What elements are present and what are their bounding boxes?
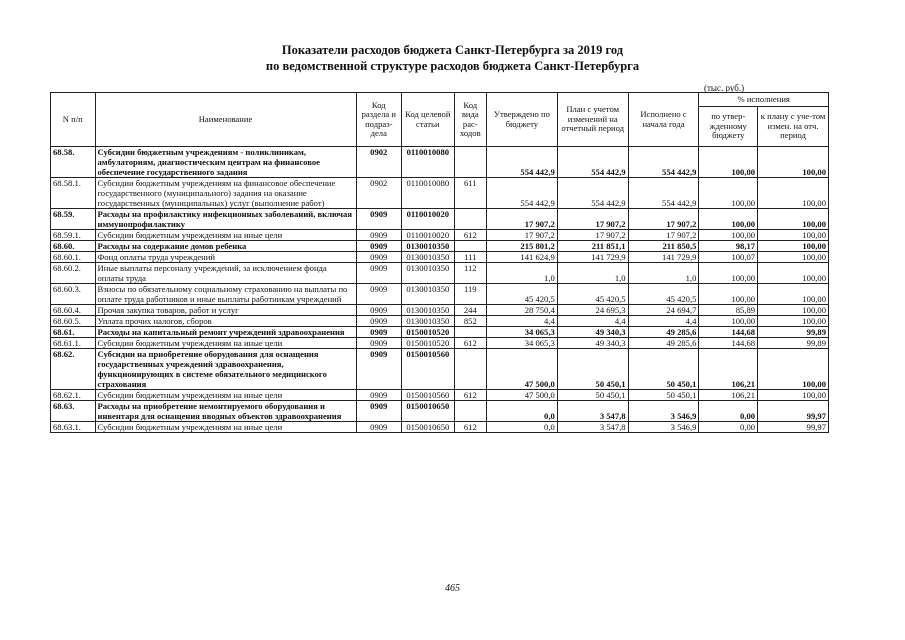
row-exptype-code: 612 xyxy=(454,230,486,241)
row-number: 68.63.1. xyxy=(51,422,96,433)
row-number: 68.58. xyxy=(51,147,96,178)
row-plan: 45 420,5 xyxy=(557,284,628,305)
row-name: Расходы на приобретение немонтируемого оборудования и инвентаря для оснащения вводных объектов здравоохранения xyxy=(95,401,356,422)
row-executed: 45 420,5 xyxy=(628,284,699,305)
row-pct-plan: 100,00 xyxy=(758,241,829,252)
row-approved: 0,0 xyxy=(486,401,557,422)
row-executed: 1,0 xyxy=(628,263,699,284)
row-number: 68.61.1. xyxy=(51,338,96,349)
row-number: 68.58.1. xyxy=(51,178,96,209)
row-target-code: 0130010350 xyxy=(402,263,455,284)
row-name: Субсидии бюджетным учреждениям на иные цели xyxy=(95,338,356,349)
header-target: Код целевой статьи xyxy=(402,93,455,147)
row-approved: 47 500,0 xyxy=(486,390,557,401)
row-executed: 211 850,5 xyxy=(628,241,699,252)
row-target-code: 0130010350 xyxy=(402,284,455,305)
row-plan: 17 907,2 xyxy=(557,209,628,230)
row-pct-plan: 100,00 xyxy=(758,252,829,263)
row-pct-plan: 99,89 xyxy=(758,338,829,349)
row-target-code: 0130010350 xyxy=(402,316,455,327)
row-number: 68.59. xyxy=(51,209,96,230)
header-pct-plan: к плану с уче-том измен. на отч. период xyxy=(758,107,829,147)
row-approved: 1,0 xyxy=(486,263,557,284)
row-exptype-code xyxy=(454,209,486,230)
row-name: Расходы на содержание домов ребенка xyxy=(95,241,356,252)
row-approved: 0,0 xyxy=(486,422,557,433)
row-section-code: 0909 xyxy=(356,390,402,401)
row-pct-plan: 99,97 xyxy=(758,401,829,422)
row-pct-approved: 100,00 xyxy=(699,178,758,209)
table-row xyxy=(51,284,829,305)
row-exptype-code: 612 xyxy=(454,390,486,401)
row-executed: 50 450,1 xyxy=(628,349,699,390)
row-target-code: 0150010520 xyxy=(402,338,455,349)
row-approved: 141 624,9 xyxy=(486,252,557,263)
row-approved: 17 907,2 xyxy=(486,209,557,230)
row-executed: 3 546,9 xyxy=(628,401,699,422)
table-row xyxy=(51,390,829,401)
row-approved: 17 907,2 xyxy=(486,230,557,241)
row-target-code: 0130010350 xyxy=(402,305,455,316)
row-exptype-code: 612 xyxy=(454,338,486,349)
row-pct-plan: 100,00 xyxy=(758,390,829,401)
header-name: Наименование xyxy=(95,93,356,147)
row-name: Субсидии бюджетным учреждениям на иные цели xyxy=(95,230,356,241)
row-executed: 554 442,9 xyxy=(628,178,699,209)
row-section-code: 0909 xyxy=(356,338,402,349)
row-number: 68.60.3. xyxy=(51,284,96,305)
row-target-code: 0150010650 xyxy=(402,401,455,422)
document-title-line1: Показатели расходов бюджета Санкт-Петербурга за 2019 год xyxy=(281,43,624,57)
row-target-code: 0110010080 xyxy=(402,147,455,178)
row-plan: 49 340,3 xyxy=(557,338,628,349)
table-row xyxy=(51,209,829,230)
row-name: Расходы на капитальный ремонт учреждений здравоохранения xyxy=(95,327,356,338)
row-executed: 4,4 xyxy=(628,316,699,327)
row-target-code: 0150010520 xyxy=(402,327,455,338)
row-exptype-code xyxy=(454,147,486,178)
units-label: (тыс. руб.) xyxy=(704,83,745,93)
row-plan: 141 729,9 xyxy=(557,252,628,263)
table-row xyxy=(51,178,829,209)
row-section-code: 0909 xyxy=(356,401,402,422)
header-plan: План с учетом изменений на отчетный период xyxy=(557,93,628,147)
row-exptype-code: 612 xyxy=(454,422,486,433)
row-pct-approved: 98,17 xyxy=(699,241,758,252)
row-executed: 50 450,1 xyxy=(628,390,699,401)
row-number: 68.61. xyxy=(51,327,96,338)
row-exptype-code: 852 xyxy=(454,316,486,327)
row-plan: 554 442,9 xyxy=(557,178,628,209)
row-pct-plan: 100,00 xyxy=(758,209,829,230)
row-pct-approved: 100,00 xyxy=(699,263,758,284)
row-plan: 4,4 xyxy=(557,316,628,327)
row-plan: 49 340,3 xyxy=(557,327,628,338)
row-pct-approved: 100,00 xyxy=(699,147,758,178)
row-pct-approved: 100,07 xyxy=(699,252,758,263)
row-pct-approved: 100,00 xyxy=(699,316,758,327)
row-pct-approved: 0,00 xyxy=(699,422,758,433)
row-number: 68.60.1. xyxy=(51,252,96,263)
row-number: 68.62.1. xyxy=(51,390,96,401)
row-pct-approved: 100,00 xyxy=(699,209,758,230)
row-number: 68.60.2. xyxy=(51,263,96,284)
row-name: Уплата прочих налогов, сборов xyxy=(95,316,356,327)
row-number: 68.63. xyxy=(51,401,96,422)
row-plan: 1,0 xyxy=(557,263,628,284)
row-number: 68.60.4. xyxy=(51,305,96,316)
row-pct-plan: 99,97 xyxy=(758,422,829,433)
row-name: Взносы по обязательному социальному страхованию на выплаты по оплате труда работников и иные выплаты работникам учреждений xyxy=(95,284,356,305)
row-pct-approved: 100,00 xyxy=(699,284,758,305)
row-executed: 24 694,7 xyxy=(628,305,699,316)
row-plan: 50 450,1 xyxy=(557,390,628,401)
header-section: Код раздела и подраз-дела xyxy=(356,93,402,147)
header-executed: Исполнено с начала года xyxy=(628,93,699,147)
row-approved: 45 420,5 xyxy=(486,284,557,305)
row-name: Фонд оплаты труда учреждений xyxy=(95,252,356,263)
row-number: 68.62. xyxy=(51,349,96,390)
row-plan: 17 907,2 xyxy=(557,230,628,241)
page-number: 465 xyxy=(445,583,460,594)
row-pct-approved: 144,68 xyxy=(699,327,758,338)
row-pct-plan: 100,00 xyxy=(758,178,829,209)
row-section-code: 0909 xyxy=(356,305,402,316)
row-pct-approved: 144,68 xyxy=(699,338,758,349)
row-section-code: 0909 xyxy=(356,241,402,252)
row-approved: 34 065,3 xyxy=(486,338,557,349)
row-section-code: 0909 xyxy=(356,252,402,263)
row-name: Субсидии бюджетным учреждениям - поликлиникам, амбулаториям, диагностическим центрам на финансовое обеспечение государственного задания xyxy=(95,147,356,178)
table-row xyxy=(51,401,829,422)
row-executed: 17 907,2 xyxy=(628,230,699,241)
row-pct-plan: 100,00 xyxy=(758,147,829,178)
document-title-line2: по ведомственной структуре расходов бюджета Санкт-Петербурга xyxy=(265,59,640,73)
row-target-code: 0150010560 xyxy=(402,349,455,390)
row-section-code: 0909 xyxy=(356,263,402,284)
row-section-code: 0909 xyxy=(356,284,402,305)
row-section-code: 0909 xyxy=(356,349,402,390)
row-number: 68.60. xyxy=(51,241,96,252)
row-target-code: 0150010650 xyxy=(402,422,455,433)
table-row xyxy=(51,241,829,252)
row-plan: 3 547,8 xyxy=(557,401,628,422)
row-name: Субсидии бюджетным учреждениям на финансовое обеспечение государственного (муниципального) задания на оказание государственных (муниципальных) услуг (выполнение работ) xyxy=(95,178,356,209)
table-row xyxy=(51,263,829,284)
row-section-code: 0902 xyxy=(356,147,402,178)
table-row xyxy=(51,327,829,338)
row-executed: 3 546,9 xyxy=(628,422,699,433)
row-section-code: 0909 xyxy=(356,209,402,230)
row-executed: 49 285,6 xyxy=(628,338,699,349)
row-exptype-code: 112 xyxy=(454,263,486,284)
row-approved: 554 442,9 xyxy=(486,178,557,209)
table-row xyxy=(51,230,829,241)
row-executed: 141 729,9 xyxy=(628,252,699,263)
row-name: Расходы на профилактику инфекционных заболеваний, включая иммунопрофилактику xyxy=(95,209,356,230)
row-name: Субсидии бюджетным учреждениям на иные цели xyxy=(95,422,356,433)
row-pct-approved: 106,21 xyxy=(699,349,758,390)
row-executed: 17 907,2 xyxy=(628,209,699,230)
row-approved: 554 442,9 xyxy=(486,147,557,178)
row-name: Субсидии на приобретение оборудования для оснащения государственных учреждений здравоохранения, функционирующих в системе обязательного медицинского страхования xyxy=(95,349,356,390)
row-pct-plan: 100,00 xyxy=(758,316,829,327)
row-exptype-code xyxy=(454,401,486,422)
row-pct-plan: 100,00 xyxy=(758,230,829,241)
row-pct-plan: 99,89 xyxy=(758,327,829,338)
header-pct-approved: по утвер-жденному бюджету xyxy=(699,107,758,147)
row-name: Субсидии бюджетным учреждениям на иные цели xyxy=(95,390,356,401)
row-plan: 24 695,3 xyxy=(557,305,628,316)
header-exptype: Код вида рас-ходов xyxy=(454,93,486,147)
table-row xyxy=(51,422,829,433)
table-row xyxy=(51,349,829,390)
row-approved: 28 750,4 xyxy=(486,305,557,316)
row-pct-plan: 100,00 xyxy=(758,263,829,284)
row-name: Прочая закупка товаров, работ и услуг xyxy=(95,305,356,316)
row-target-code: 0110010020 xyxy=(402,209,455,230)
row-plan: 554 442,9 xyxy=(557,147,628,178)
row-pct-plan: 100,00 xyxy=(758,284,829,305)
row-executed: 554 442,9 xyxy=(628,147,699,178)
row-approved: 4,4 xyxy=(486,316,557,327)
row-target-code: 0110010080 xyxy=(402,178,455,209)
header-pct-group: % исполнения xyxy=(699,93,829,107)
table-row xyxy=(51,305,829,316)
row-approved: 34 065,3 xyxy=(486,327,557,338)
row-exptype-code xyxy=(454,349,486,390)
row-exptype-code: 119 xyxy=(454,284,486,305)
row-pct-approved: 85,89 xyxy=(699,305,758,316)
row-exptype-code xyxy=(454,241,486,252)
row-plan: 3 547,8 xyxy=(557,422,628,433)
table-row xyxy=(51,316,829,327)
row-exptype-code: 244 xyxy=(454,305,486,316)
header-num: N п/п xyxy=(51,93,96,147)
row-exptype-code: 611 xyxy=(454,178,486,209)
row-plan: 50 450,1 xyxy=(557,349,628,390)
row-section-code: 0909 xyxy=(356,316,402,327)
row-exptype-code xyxy=(454,327,486,338)
row-number: 68.59.1. xyxy=(51,230,96,241)
row-approved: 215 801,2 xyxy=(486,241,557,252)
row-section-code: 0909 xyxy=(356,230,402,241)
row-exptype-code: 111 xyxy=(454,252,486,263)
row-section-code: 0909 xyxy=(356,327,402,338)
row-plan: 211 851,1 xyxy=(557,241,628,252)
row-pct-approved: 0,00 xyxy=(699,401,758,422)
row-approved: 47 500,0 xyxy=(486,349,557,390)
row-number: 68.60.5. xyxy=(51,316,96,327)
row-target-code: 0130010350 xyxy=(402,241,455,252)
row-pct-approved: 106,21 xyxy=(699,390,758,401)
budget-table xyxy=(50,92,829,433)
row-target-code: 0110010020 xyxy=(402,230,455,241)
row-executed: 49 285,6 xyxy=(628,327,699,338)
row-pct-plan: 100,00 xyxy=(758,349,829,390)
row-section-code: 0909 xyxy=(356,422,402,433)
row-target-code: 0150010560 xyxy=(402,390,455,401)
row-section-code: 0902 xyxy=(356,178,402,209)
row-pct-plan: 100,00 xyxy=(758,305,829,316)
row-name: Иные выплаты персоналу учреждений, за исключением фонда оплаты труда xyxy=(95,263,356,284)
table-row xyxy=(51,147,829,178)
row-pct-approved: 100,00 xyxy=(699,230,758,241)
header-approved: Утверждено по бюджету xyxy=(486,93,557,147)
table-row xyxy=(51,252,829,263)
row-target-code: 0130010350 xyxy=(402,252,455,263)
table-row xyxy=(51,338,829,349)
